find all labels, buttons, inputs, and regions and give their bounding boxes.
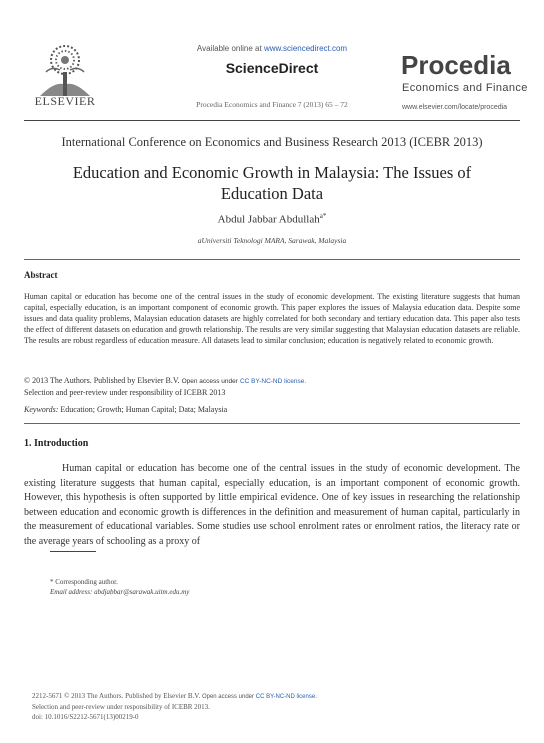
- footnote-rule: [50, 551, 96, 552]
- keywords-label: Keywords:: [24, 405, 59, 414]
- footer-issn-line: 2212-5671 © 2013 The Authors. Published by Elsevier B.V.: [32, 692, 201, 700]
- footer-open-access: Open access under: [201, 694, 254, 700]
- footnote-corresponding: * Corresponding author.: [50, 578, 118, 586]
- author-superscript: a*: [319, 212, 327, 220]
- footnote-email: [50, 588, 189, 596]
- procedia-url[interactable]: www.elsevier.com/locate/procedia: [402, 104, 508, 111]
- keywords-list: Education; Growth; Human Capital; Data; Malaysia: [60, 405, 228, 414]
- header-divider: [24, 120, 520, 121]
- section-heading: 1. Introduction: [24, 438, 89, 449]
- peer-review-line: Selection and peer-review under responsibility of ICEBR 2013: [24, 388, 226, 397]
- footer-license-link[interactable]: CC BY-NC-ND license.: [255, 694, 317, 700]
- footer-doi[interactable]: doi: 10.1016/S2212-5671(13)00219-0: [32, 713, 139, 721]
- author-affiliation: aUniversiti Teknologi MARA, Sarawak, Malaysia: [197, 236, 347, 245]
- journal-citation: Procedia Economics and Finance 7 (2013) 65 – 72: [196, 100, 348, 109]
- introduction-text: Human capital or education has become one of the central issues in the study of economic development. The existing literature suggests that human capital, especially education, is an important component of economic growth. However, this hypothesis is often supported by little empirical evidence. One of key issues in researching the relationship between education and economic growth is differences in the definition and measurement of human capital, particularly in the measurement of educational variables. Some studies use school enrolment rates or enrolment ratios, the literacy rate or the average years of schooling as a proxy of: [24, 463, 520, 547]
- license-link[interactable]: CC BY-NC-ND license.: [239, 378, 307, 385]
- available-online-prefix: Available online at: [196, 44, 264, 53]
- keywords-line: [24, 405, 227, 414]
- abstract-bottom-rule: [24, 423, 520, 424]
- introduction-paragraph: [24, 462, 520, 549]
- procedia-subtitle: Economics and Finance: [402, 82, 528, 94]
- copyright-line: © 2013 The Authors. Published by Elsevier B.V.: [24, 376, 180, 385]
- author-name: Abdul Jabbar Abdullah: [217, 213, 320, 226]
- sciencedirect-wordmark: ScienceDirect: [225, 60, 319, 76]
- copyright-block: [24, 375, 520, 398]
- conference-name: International Conference on Economics and Business Research 2013 (ICEBR 2013): [61, 135, 483, 149]
- email-address[interactable]: abdjabbar@sarawak.uitm.edu.my: [94, 588, 190, 596]
- article-title: Education and Economic Growth in Malaysia: The Issues of Education Data: [72, 163, 472, 203]
- author-line: [0, 212, 544, 226]
- page-footer: [32, 691, 512, 722]
- sciencedirect-link[interactable]: www.sciencedirect.com: [263, 44, 348, 53]
- abstract-top-rule: [24, 259, 520, 260]
- email-label: Email address:: [50, 588, 93, 596]
- procedia-logo: Procedia: [401, 50, 511, 80]
- open-access-text: Open access under: [181, 378, 238, 385]
- footer-peer-review: Selection and peer-review under responsibility of ICEBR 2013.: [32, 703, 210, 711]
- elsevier-wordmark: ELSEVIER: [34, 94, 96, 108]
- abstract-heading: Abstract: [24, 270, 58, 280]
- abstract-text: Human capital or education has become one of the central issues in the study of economic development. The existing literature suggests that human capital, especially education, is an important component of economic growth. This paper explores the issues of Malaysia education data. Despite some issues and data quality problems, Malaysian education datasets are highly correlated for both secondary and tertiary education data. This paper also tests the effect of different datasets on education and growth relationship. The results are very similar suggesting that Malaysian education datasets are reliable. The results are robust regardless of education measure. All datasets lead to similar conclusion; education is negatively related to economic growth.: [24, 292, 520, 345]
